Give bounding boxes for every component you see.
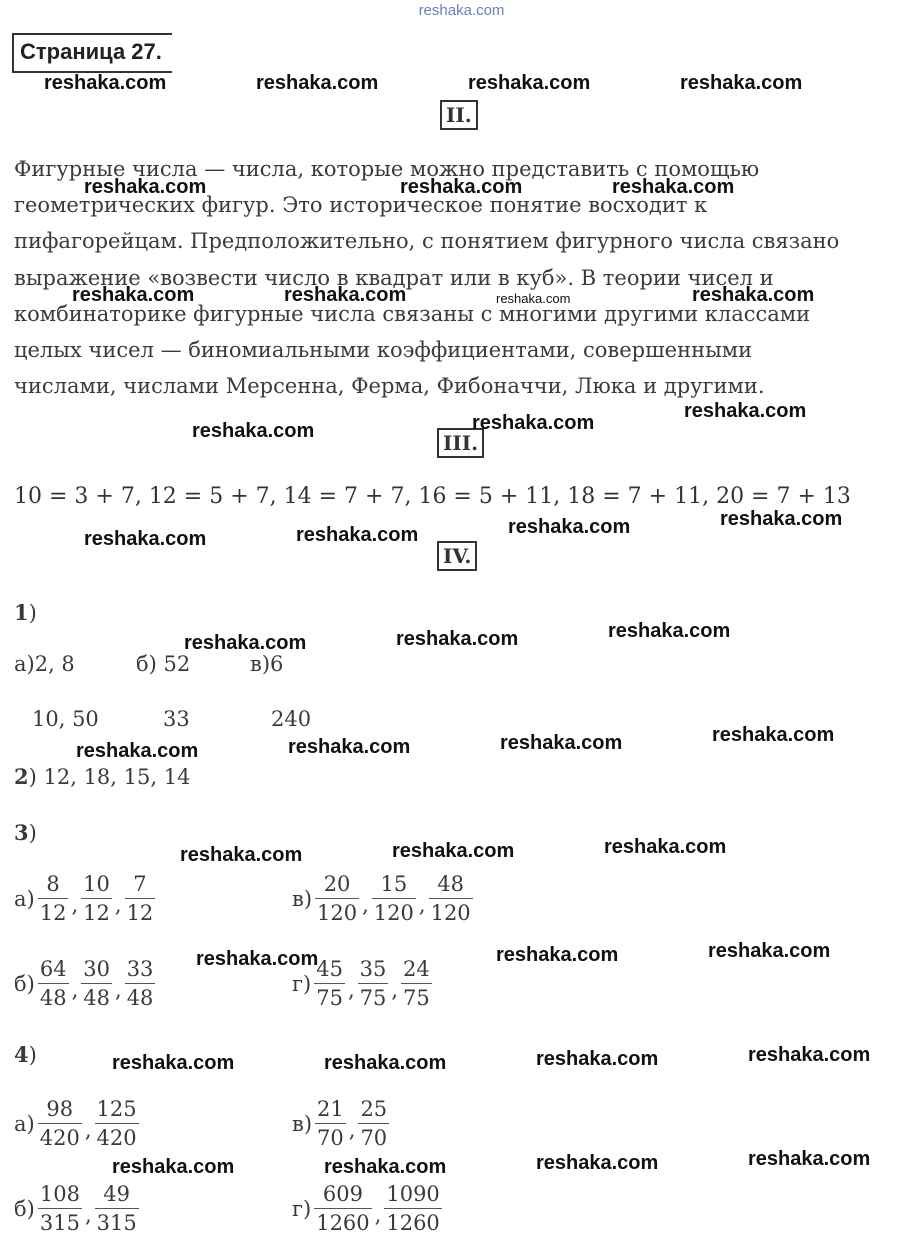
watermark: reshaka.com xyxy=(288,736,411,758)
fraction: $\frac{24}{75}$ xyxy=(403,957,430,1010)
paragraph-line: числами, числами Мерсенна, Ферма, Фибоначчи, Люка и другими. xyxy=(14,374,765,399)
watermark: reshaka.com xyxy=(536,1048,659,1070)
fraction: $\frac{21}{70}$ xyxy=(317,1097,344,1150)
task-3-number: 3) xyxy=(14,820,37,845)
task-1-number: 1) xyxy=(14,600,37,625)
watermark: reshaka.com xyxy=(748,1148,871,1170)
fraction: $\frac{609}{1260}$ xyxy=(316,1182,370,1235)
watermark: reshaka.com xyxy=(680,72,803,94)
fraction: $\frac{30}{48}$ xyxy=(83,957,110,1010)
goldbach-equation: 10 = 3 + 7, 12 = 5 + 7, 14 = 7 + 7, 16 = 5 + 11, 18 = 7 + 11, 20 = 7 + 13 xyxy=(14,484,851,509)
watermark: reshaka.com xyxy=(604,836,727,858)
section-3-heading: III. xyxy=(437,428,484,458)
section-4-heading: IV. xyxy=(437,541,477,571)
watermark: reshaka.com xyxy=(396,628,519,650)
task-1-value-a: 10, 50 xyxy=(32,707,99,731)
watermark: reshaka.com xyxy=(76,740,199,762)
fraction: $\frac{20}{120}$ xyxy=(317,872,358,925)
site-link[interactable]: reshaka.com xyxy=(418,2,505,19)
section-2-heading: II. xyxy=(440,100,478,130)
task-4-answer-g: г) $\frac{609}{1260}$ , $\frac{1090}{1260}$ xyxy=(292,1182,440,1235)
watermark: reshaka.com xyxy=(84,176,207,198)
paragraph-line: выражение «возвести число в квадрат или в куб». В теории чисел и xyxy=(14,265,774,290)
watermark: reshaka.com xyxy=(692,284,815,306)
watermark: reshaka.com xyxy=(612,176,735,198)
watermark: reshaka.com xyxy=(536,1152,659,1174)
watermark: reshaka.com xyxy=(720,508,843,530)
task-3-answer-a: а) $\frac{8}{12}$ , $\frac{10}{12}$ , $\frac{7}{12}$ xyxy=(14,872,154,925)
task-1-value-b: 33 xyxy=(163,707,190,731)
watermark: reshaka.com xyxy=(72,284,195,306)
watermark: reshaka.com xyxy=(296,524,419,546)
task-4-answer-b: б) $\frac{108}{315}$ , $\frac{49}{315}$ xyxy=(14,1182,137,1235)
paragraph-line: комбинаторике фигурные числа связаны с многими другими классами xyxy=(14,301,811,326)
watermark: reshaka.com xyxy=(84,528,207,550)
task-4-number: 4) xyxy=(14,1042,37,1067)
watermark: reshaka.com xyxy=(400,176,523,198)
watermark: reshaka.com xyxy=(472,412,595,434)
watermark: reshaka.com xyxy=(284,284,407,306)
fraction: $\frac{45}{75}$ xyxy=(316,957,343,1010)
watermark: reshaka.com xyxy=(192,420,315,442)
watermark: reshaka.com xyxy=(392,840,515,862)
task-4-answer-v: в) $\frac{21}{70}$ , $\frac{25}{70}$ xyxy=(292,1097,388,1150)
fraction: $\frac{35}{75}$ xyxy=(359,957,387,1010)
fraction: $\frac{33}{48}$ xyxy=(126,957,154,1010)
watermark: reshaka.com xyxy=(748,1044,871,1066)
watermark: reshaka.com xyxy=(508,516,631,538)
fraction: $\frac{1090}{1260}$ xyxy=(386,1182,440,1235)
fraction: $\frac{48}{120}$ xyxy=(430,872,471,925)
fraction: $\frac{49}{315}$ xyxy=(96,1182,137,1235)
page-label: Страница 27. xyxy=(12,33,172,73)
fraction: $\frac{7}{12}$ xyxy=(126,872,154,925)
watermark: reshaka.com xyxy=(708,940,831,962)
watermark: reshaka.com xyxy=(180,844,303,866)
task-3-answer-g: г) $\frac{45}{75}$ , $\frac{35}{75}$ , $\frac{24}{75}$ xyxy=(292,957,430,1010)
watermark: reshaka.com xyxy=(712,724,835,746)
fraction: $\frac{15}{120}$ xyxy=(373,872,414,925)
task-2-answer: 2) 12, 18, 15, 14 xyxy=(14,764,191,789)
task-1-answer-b: б) 52 xyxy=(136,652,191,676)
task-1-answer-c: в)6 xyxy=(250,652,284,676)
watermark: reshaka.com xyxy=(684,400,807,422)
watermark: reshaka.com xyxy=(112,1052,235,1074)
fraction: $\frac{25}{70}$ xyxy=(360,1097,388,1150)
paragraph-line: целых чисел — биномиальными коэффициентами, совершенными xyxy=(14,338,753,363)
fraction: $\frac{64}{48}$ xyxy=(39,957,67,1010)
task-4-answer-a: а) $\frac{98}{420}$ , $\frac{125}{420}$ xyxy=(14,1097,137,1150)
watermark: reshaka.com xyxy=(324,1156,447,1178)
watermark: reshaka.com xyxy=(468,72,591,94)
watermark: reshaka.com xyxy=(196,948,319,970)
paragraph-line: Фигурные числа — числа, которые можно представить с помощью xyxy=(14,157,760,181)
watermark: reshaka.com xyxy=(500,732,623,754)
fraction: $\frac{125}{420}$ xyxy=(96,1097,137,1150)
task-1-value-c: 240 xyxy=(271,707,312,731)
watermark: reshaka.com xyxy=(496,291,571,306)
watermark: reshaka.com xyxy=(496,944,619,966)
fraction: $\frac{8}{12}$ xyxy=(39,872,67,925)
watermark: reshaka.com xyxy=(184,632,307,654)
watermark: reshaka.com xyxy=(256,72,379,94)
paragraph-line: геометрических фигур. Это историческое понятие восходит к xyxy=(14,193,708,218)
watermark: reshaka.com xyxy=(44,72,167,94)
task-1-answer-a: а)2, 8 xyxy=(14,652,75,676)
task-3-answer-v: в) $\frac{20}{120}$ , $\frac{15}{120}$ , $\frac{48}{120}$ xyxy=(292,872,471,925)
fraction: $\frac{98}{420}$ xyxy=(39,1097,80,1150)
watermark: reshaka.com xyxy=(324,1052,447,1074)
task-3-answer-b: б) $\frac{64}{48}$ , $\frac{30}{48}$ , $\frac{33}{48}$ xyxy=(14,957,154,1010)
watermark: reshaka.com xyxy=(608,620,731,642)
fraction: $\frac{10}{12}$ xyxy=(83,872,110,925)
watermark: reshaka.com xyxy=(112,1156,235,1178)
fraction: $\frac{108}{315}$ xyxy=(39,1182,80,1235)
paragraph-line: пифагорейцам. Предположительно, с понятием фигурного числа связано xyxy=(14,229,840,254)
